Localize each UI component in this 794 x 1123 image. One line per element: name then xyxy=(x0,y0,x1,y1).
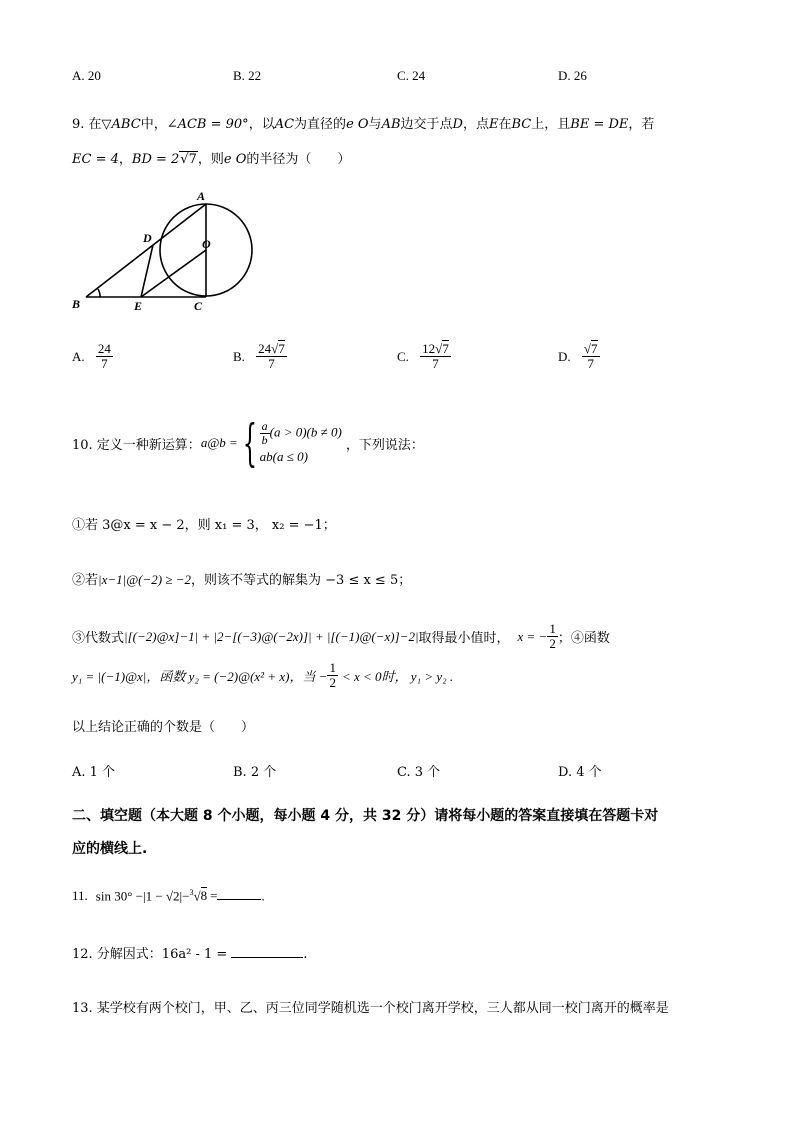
q10-question: 以上结论正确的个数是（ ） xyxy=(72,720,255,735)
q10-case1-cond: (a > 0)(b ≠ 0) xyxy=(269,424,342,440)
q9-option-d-den: 7 xyxy=(587,356,594,372)
q10-s4-conclusion: < x < 0时， y₁ > y₂ . xyxy=(341,669,454,685)
q10-s3-expression: |[(−2)@x]−1| + |2−[(−3)@(−2x)]| + |[(−1)@(−x)]−2| xyxy=(124,628,419,644)
q9-number: 9. 在 xyxy=(72,117,102,132)
q10-option-b: B. 2 个 xyxy=(233,765,277,780)
q9-option-d-radicand: 7 xyxy=(591,341,598,356)
q10-s3-prefix: ③代数式 xyxy=(72,631,125,647)
q9-option-a xyxy=(72,342,113,372)
q9-option-c xyxy=(397,342,451,372)
q9-option-b-fraction xyxy=(256,342,287,372)
q9-text-g: 在 xyxy=(498,117,512,132)
q9-line1 xyxy=(72,113,654,132)
q9-label-a: A xyxy=(197,189,206,203)
q10-s3-x: x = − xyxy=(517,628,548,644)
q9-label-c: C xyxy=(194,299,203,313)
q11-answer-blank[interactable] xyxy=(217,899,261,900)
q10-statement-4 xyxy=(72,661,453,691)
q9-text-d: 与 xyxy=(368,117,382,132)
q10-option-a: A. 1 个 xyxy=(72,765,116,780)
q10-s3-num: 1 xyxy=(549,621,556,636)
q10-s3-condition: 取得最小值时， xyxy=(418,631,510,647)
q10-s4-fraction xyxy=(327,661,338,691)
q9-text-a: 中， xyxy=(140,117,167,132)
q10-option-c: C. 3 个 xyxy=(397,765,441,780)
section2-heading-line2: 应的横线上. xyxy=(72,841,148,857)
q9-circle: e O xyxy=(346,117,369,132)
q11-line: 11. sin 30° −|1 − √2|−$^3$√8 = . xyxy=(72,888,265,904)
q9-option-b-letter: B. xyxy=(233,348,245,364)
q9-question-end: 的半径为（ ） xyxy=(246,152,351,167)
q9-label-e: E xyxy=(134,299,143,313)
q9-option-c-radicand: 7 xyxy=(442,341,449,356)
q9-text-f: ，点 xyxy=(462,117,489,132)
q9-option-b-coef: 24 xyxy=(258,341,272,356)
q10-s1-text: ①若 3@x = x − 2，则 x₁ = 3， x₂ = −1； xyxy=(72,518,336,533)
q9-label-o: O xyxy=(202,237,211,251)
q10-cases xyxy=(260,420,342,467)
q11-cube-radicand: 8 xyxy=(200,888,208,904)
q9-triangle: ▽ABC xyxy=(101,117,141,132)
q10-s4-prefix: ；④函数 xyxy=(557,631,610,647)
q9-option-b-num: 24√7 xyxy=(258,341,285,356)
q9-d: D xyxy=(452,117,463,132)
q9-line-ab xyxy=(86,204,206,297)
q9-bd: BD = 2 xyxy=(131,152,180,167)
q9-option-a-den: 7 xyxy=(101,356,108,372)
q13-line: 13. 某学校有两个校门，甲、乙、丙三位同学随机选一个校门离开学校，三人都从同一校门离开的概率是 xyxy=(72,1001,669,1016)
q9-text-tail: ，则 xyxy=(197,152,224,167)
q9-text-h: 上，且 xyxy=(531,117,571,132)
q9-text-b: ，以 xyxy=(248,117,275,132)
q10-s2-inequality: |x−1|@(−2) ≥ −2 xyxy=(98,572,192,587)
q11-period: . xyxy=(261,888,265,904)
q12-period: . xyxy=(303,947,308,962)
q12-answer-blank[interactable] xyxy=(231,957,303,958)
q9-option-c-letter: C. xyxy=(397,348,409,364)
q9-angle: ∠ACB = 90° xyxy=(166,117,249,132)
q10-case2: ab(a ≤ 0) xyxy=(259,448,308,464)
q10-statement-1 xyxy=(72,514,336,533)
q9-option-a-letter: A. xyxy=(72,348,85,364)
q11-number: 11. xyxy=(72,888,88,904)
q10-s3-den: 2 xyxy=(549,636,556,652)
q9-ec: EC = 4 xyxy=(72,152,119,167)
q9-option-b-radicand: 7 xyxy=(278,341,285,356)
q9-bd-radicand: 7 xyxy=(188,152,197,167)
q9-option-c-num: 12√7 xyxy=(422,341,449,356)
q9-line2 xyxy=(72,148,350,167)
q9-option-d xyxy=(558,342,600,372)
q9-text-i: ，若 xyxy=(628,117,655,132)
q10-s3-fraction xyxy=(547,622,558,652)
q10-statement-3 xyxy=(72,622,610,652)
q10-definition xyxy=(72,414,424,472)
q10-case1-den: b xyxy=(261,432,268,447)
q8-option-d: D. 26 xyxy=(558,68,587,83)
q9-comma: ， xyxy=(118,152,132,167)
q11-abs: |1 − √2| xyxy=(142,888,183,904)
q8-option-b: B. 22 xyxy=(233,68,262,83)
q9-option-b xyxy=(233,342,287,372)
q9-ab: AB xyxy=(381,117,401,132)
q9-e: E xyxy=(488,117,499,132)
q9-option-c-den: 7 xyxy=(432,356,439,372)
q11-sin: sin 30° − xyxy=(95,888,143,904)
q10-brace: { xyxy=(242,414,257,472)
q9-bc: BC xyxy=(511,117,532,132)
q10-s4-den: 2 xyxy=(329,675,336,691)
q10-suffix: ，下列说法： xyxy=(345,437,424,453)
q8-option-c: C. 24 xyxy=(397,68,426,83)
q9-option-c-coef: 12 xyxy=(422,341,436,356)
q11-cube-index: 3 xyxy=(189,888,194,897)
q10-statement-2 xyxy=(72,569,411,588)
q9-text-c: 为直径的 xyxy=(294,117,347,132)
q10-s2-conclusion: ，则该不等式的解集为 −3 ≤ x ≤ 5； xyxy=(191,573,412,588)
q9-condition: BE = DE xyxy=(570,117,629,132)
q9-label-d: D xyxy=(143,231,152,245)
q12-line xyxy=(72,943,307,962)
q9-option-a-num: 24 xyxy=(97,341,111,356)
q10-case1-num: a xyxy=(261,418,268,433)
q12-text: 12. 分解因式：16a² - 1 = xyxy=(72,947,228,962)
q10-case1-fraction xyxy=(260,420,270,447)
q10-option-d: D. 4 个 xyxy=(558,765,602,780)
q9-circle-2: e O xyxy=(223,152,247,167)
q11-equals: = xyxy=(210,888,218,904)
q10-s4-num: 1 xyxy=(329,660,336,675)
q9-option-c-fraction xyxy=(420,342,451,372)
q9-bd-root: √7 xyxy=(180,152,197,167)
q9-ac: AC xyxy=(274,117,295,132)
q9-label-b: B xyxy=(72,297,81,311)
q10-lhs: a@b = xyxy=(200,435,238,450)
q11-minus: − xyxy=(182,888,190,904)
q10-case1 xyxy=(260,420,342,447)
q9-option-d-letter: D. xyxy=(558,348,571,364)
q9-text-e: 边交于点 xyxy=(400,117,453,132)
q10-s2-prefix: ②若 xyxy=(72,573,99,588)
q8-option-a: A. 20 xyxy=(72,68,101,83)
q10-prefix: 10. 定义一种新运算： xyxy=(72,437,201,453)
q9-option-d-num: √7 xyxy=(583,341,598,356)
q10-s4-functions: y₁ = |(−1)@x|，函数 y₂ = (−2)@(x² + x)，当 − xyxy=(72,669,328,685)
q9-geometry-figure xyxy=(66,188,256,316)
q9-option-b-den: 7 xyxy=(268,356,275,372)
section2-heading-line1: 二、填空题（本大题 8 个小题，每小题 4 分，共 32 分）请将每小题的答案直接填在答题卡对 xyxy=(72,808,659,824)
q9-option-d-fraction xyxy=(582,342,600,372)
q9-angle-arc xyxy=(98,289,100,297)
q9-option-a-fraction xyxy=(96,342,113,372)
